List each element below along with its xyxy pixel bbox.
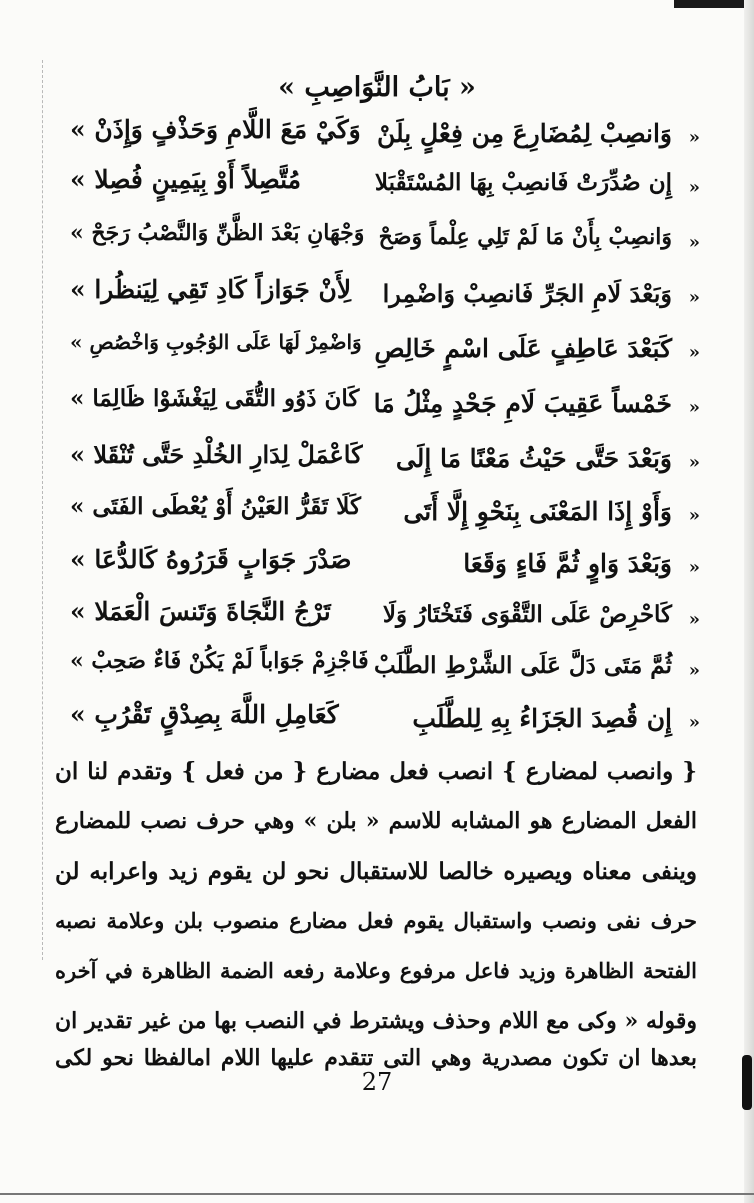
verse-second-hemistich: وَكَيْ مَعَ اللَّامِ وَحَذْفٍ وَإِذَنْ » xyxy=(70,115,361,144)
verse-marker: « xyxy=(688,342,700,363)
scan-edge-right xyxy=(744,0,754,1203)
verse-second-hemistich: كَاعْمَلْ لِدَارِ الخُلْدِ حَتَّى تُنْقَلا » xyxy=(70,440,363,469)
gutter-line xyxy=(42,60,44,960)
verse-first-hemistich: ثُمَّ مَتَى دَلَّ عَلَى الشَّرْطِ الطَّلَبْ xyxy=(374,652,672,679)
verse-first-hemistich: إِن صُدِّرَتْ فَانصِبْ بِهَا المُسْتَقْبَلا xyxy=(374,169,672,196)
verse-marker: « xyxy=(688,557,700,578)
commentary-line: { وانصب لمضارع } انصب فعل مضارع { من فعل } وتقدم لنا ان xyxy=(55,758,697,785)
page-number: 27 xyxy=(361,1068,393,1096)
verse-marker: « xyxy=(688,505,700,526)
verse-second-hemistich: كَعَامِلِ اللَّهَ بِصِدْقٍ تَقْرُبِ » xyxy=(70,700,339,729)
commentary-line: الفتحة الظاهرة وزيد فاعل مرفوع وعلامة رفعه الضمة الظاهرة في آخره xyxy=(55,958,697,983)
verse-first-hemistich: إِن قُصِدَ الجَزَاءُ بِهِ لِلطَّلَبِ xyxy=(412,704,672,733)
commentary-line: الفعل المضارع هو المشابه للاسم « بلن » وهي حرف نصب للمضارع xyxy=(55,808,697,834)
commentary-line: حرف نفى ونصب واستقبال يقوم فعل مضارع منصوب بلن وعلامة نصبه xyxy=(55,908,697,933)
verse-line xyxy=(70,220,700,270)
verse-line xyxy=(70,493,700,543)
verse-line xyxy=(70,385,700,435)
verse-marker: « xyxy=(688,660,700,681)
verse-second-hemistich: كَلَا تَقَرُّ العَيْنُ أَوْ يُعْطَى الفَتَى » xyxy=(70,493,361,520)
verse-first-hemistich: وَأَوْ إِذَا المَعْنَى بِنَحْوِ إِلَّا أَتَى xyxy=(403,497,672,526)
verse-line xyxy=(70,700,700,750)
verse-marker: « xyxy=(688,177,700,198)
verse-first-hemistich: خَمْساً عَقِيبَ لَامِ جَحْدٍ مِثْلُ مَا xyxy=(373,389,672,418)
verse-marker: « xyxy=(688,287,700,308)
verse-second-hemistich: تَرْجُ النَّجَاةَ وَتَنسَ الْعَمَلا » xyxy=(70,597,331,626)
verse-first-hemistich: وَانصِبْ لِمُضَارِعَ مِن فِعْلٍ بِلَنْ xyxy=(376,119,672,148)
commentary-line: بعدها ان تكون مصدرية وهي التى تتقدم عليها اللام امالفظا نحو لكى xyxy=(55,1045,697,1071)
verse-line xyxy=(70,330,700,380)
verse-second-hemistich: كَانَ ذَوُو التُّقَى لِيَغْشَوْا ظَالِمَا » xyxy=(70,385,360,412)
verse-line xyxy=(70,115,700,165)
verse-marker: « xyxy=(688,397,700,418)
scan-edge-top xyxy=(674,0,754,8)
verse-first-hemistich: وَانصِبْ بِأَنْ مَا لَمْ تَلِي عِلْماً وَصَحْ xyxy=(378,224,672,250)
verse-marker: « xyxy=(688,232,700,253)
verse-marker: « xyxy=(688,127,700,148)
verse-second-hemistich: مُتَّصِلاً أَوْ بِيَمِينٍ فُصِلا » xyxy=(70,165,302,194)
commentary-line: وقوله « وكى مع اللام وحذف ويشترط في النصب بها من غير تقدير ان xyxy=(55,1008,697,1034)
verse-line xyxy=(70,648,700,698)
verse-second-hemistich: وَجْهَانِ بَعْدَ الظَّنِّ وَالنَّصْبُ رَجَحْ » xyxy=(70,220,365,246)
verse-line xyxy=(70,545,700,595)
commentary-line: وينفى معناه ويصيره خالصا للاستقبال نحو لن يقوم زيد واعرابه لن xyxy=(55,858,697,885)
verse-marker: « xyxy=(688,712,700,733)
verse-marker: « xyxy=(688,452,700,473)
verse-line xyxy=(70,597,700,647)
verse-first-hemistich: كَبَعْدَ عَاطِفٍ عَلَى اسْمٍ خَالِصِ xyxy=(374,334,672,363)
chapter-title: « بَابُ النَّوَاصِبِ » xyxy=(278,72,476,103)
verse-line xyxy=(70,275,700,325)
verse-first-hemistich: كَاحْرِصْ عَلَى التَّقْوَى فَتَخْتَارُ وَلَا xyxy=(382,601,672,628)
verse-first-hemistich: وَبَعْدَ لَامِ الجَرِّ فَانصِبْ وَاضْمِرا xyxy=(382,279,672,308)
verse-line xyxy=(70,440,700,490)
verse-marker: « xyxy=(688,609,700,630)
scan-edge-bottom xyxy=(0,1193,754,1195)
verse-second-hemistich: لِأَنْ جَوَازاً كَادِ تَقِي لِيَنظُرا » xyxy=(70,275,352,304)
verse-first-hemistich: وَبَعْدَ وَاوٍ ثُمَّ فَاءٍ وَقَعَا xyxy=(463,549,672,578)
verse-second-hemistich: فَاجْزِمْ جَوَاباً لَمْ يَكُنْ فَاءٌ صَحِبْ » xyxy=(70,648,369,674)
verse-first-hemistich: وَبَعْدَ حَتَّى حَيْثُ مَعْنًا مَا إِلَى xyxy=(395,444,672,473)
verse-second-hemistich: صَدْرَ جَوَابٍ قَرَرُوهُ كَالدُّعَا » xyxy=(70,545,352,574)
verse-line xyxy=(70,165,700,215)
verse-second-hemistich: وَاضْمِرْ لَهَا عَلَى الوُجُوبِ وَاخْصُصِ » xyxy=(70,330,362,354)
